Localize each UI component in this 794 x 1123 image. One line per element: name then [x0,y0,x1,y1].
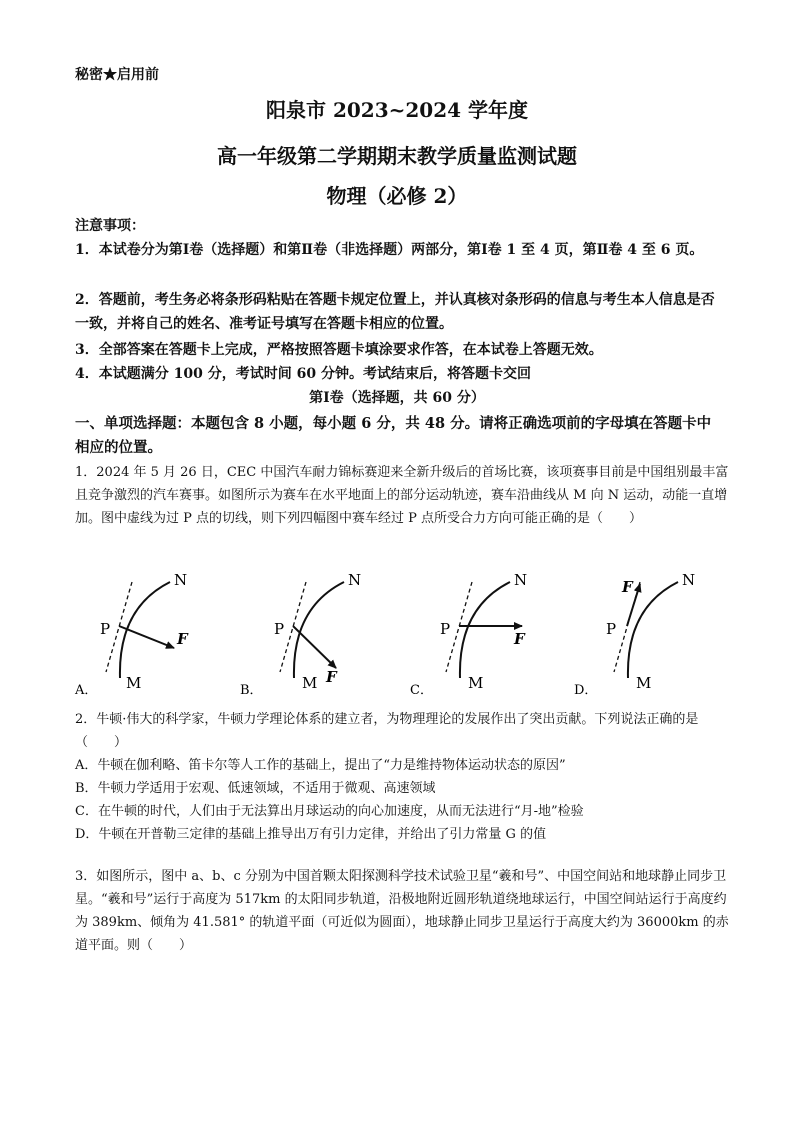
force-label-a: F [177,630,188,648]
point-n-label-c: N [514,571,528,589]
section-1-instructions: 一、单项选择题：本题包含 8 小题，每小题 6 分，共 48 分。请将正确选项前的字母填在答题卡中相应的位置。 [75,415,712,456]
point-m-label-c: M [468,674,484,692]
force-label-d: F [622,578,633,596]
point-p-label-b: P [274,620,285,638]
question-2-option-b: B．牛顿力学适用于宏观、低速领域，不适用于微观、高速领域 [75,781,436,796]
figure-d [574,571,695,698]
force-arrow-b [293,626,336,668]
note-item-4: 4．本试题满分 100 分，考试时间 60 分钟。考试结束后，将答题卡交回 [75,366,531,382]
exam-title-subject: 物理（必修 2） [326,184,468,208]
volume-1-heading: 第Ⅰ卷（选择题，共 60 分） [309,390,485,406]
point-m-label-a: M [126,674,142,692]
point-p-label-c: P [440,620,451,638]
option-label-b: B． [240,683,263,698]
point-m-label-d: M [636,674,652,692]
point-n-label-b: N [348,571,362,589]
question-2-option-a: A．牛顿在伽利略、笛卡尔等人工作的基础上，提出了“力是维持物体运动状态的原因” [75,758,566,773]
force-arrow-a [119,626,174,648]
option-label-c: C． [410,683,433,698]
figure-c [410,571,527,698]
notes-heading: 注意事项： [75,218,145,234]
question-2-option-c: C．在牛顿的时代，人们由于无法算出月球运动的向心加速度，从而无法进行“月-地”检验 [75,804,584,819]
point-n-label-d: N [682,571,696,589]
figure-a [74,571,189,698]
question-2-stem: 2．牛顿·伟大的科学家，牛顿力学理论体系的建立者，为物理理论的发展作出了突出贡献。下列说法正确的是（ ） [75,712,699,750]
force-label-b: F [326,668,337,686]
confidential-mark: 秘密★启用前 [75,67,159,83]
exam-title-grade: 高一年级第二学期期末教学质量监测试题 [217,144,577,168]
force-label-c: F [514,630,525,648]
note-item-3: 3．全部答案在答题卡上完成，严格按照答题卡填涂要求作答，在本试卷上答题无效。 [75,342,603,358]
exam-title-region: 阳泉市 2023~2024 学年度 [265,98,528,122]
note-item-1: 1．本试卷分为第Ⅰ卷（选择题）和第Ⅱ卷（非选择题）两部分，第Ⅰ卷 1 至 4 页，第Ⅱ卷 4 至 6 页。 [75,242,704,258]
note-item-2: 2．答题前，考生务必将条形码粘贴在答题卡规定位置上，并认真核对条形码的信息与考生本人信息是否一致，并将自己的姓名、准考证号填写在答题卡相应的位置。 [75,292,715,332]
question-2 [75,708,730,846]
point-p-label-a: P [100,620,111,638]
point-n-label-a: N [174,571,188,589]
question-3-text: 3．如图所示，图中 a、b、c 分别为中国首颗太阳探测科学技术试验卫星“羲和号”、中国空间站和地球静止同步卫星。“羲和号”运行于高度为 517km 的太阳同步轨道，沿极地附近圆形轨道绕地球运行，中国空间站运行于高度约为 389km、倾角为 41.581° 的轨道平面（可近似为圆面），地球静止同步卫星运行于高度大约为 36000km 的赤道平面。则（ ） [75,869,729,953]
figure-b [240,571,361,698]
question-1-text: 1．2024 年 5 月 26 日，CEC 中国汽车耐力锦标赛迎来全新升级后的首场比赛，该项赛事目前是中国组别最丰富且竞争激烈的汽车赛事。如图所示为赛车在水平地面上的部分运动轨迹，赛车沿曲线从 M 向 N 运动，动能一直增加。图中虚线为过 P 点的切线，则下列四幅图中赛车经过 P 点所受合力方向可能正确的是（ ） [75,465,729,526]
option-label-a: A． [75,683,98,698]
option-label-d: D． [574,683,598,698]
point-p-label-d: P [606,620,617,638]
question-1-figures [70,568,730,700]
question-2-option-d: D．牛顿在开普勒三定律的基础上推导出万有引力定律，并给出了引力常量 G 的值 [75,827,547,842]
point-m-label-b: M [302,674,318,692]
